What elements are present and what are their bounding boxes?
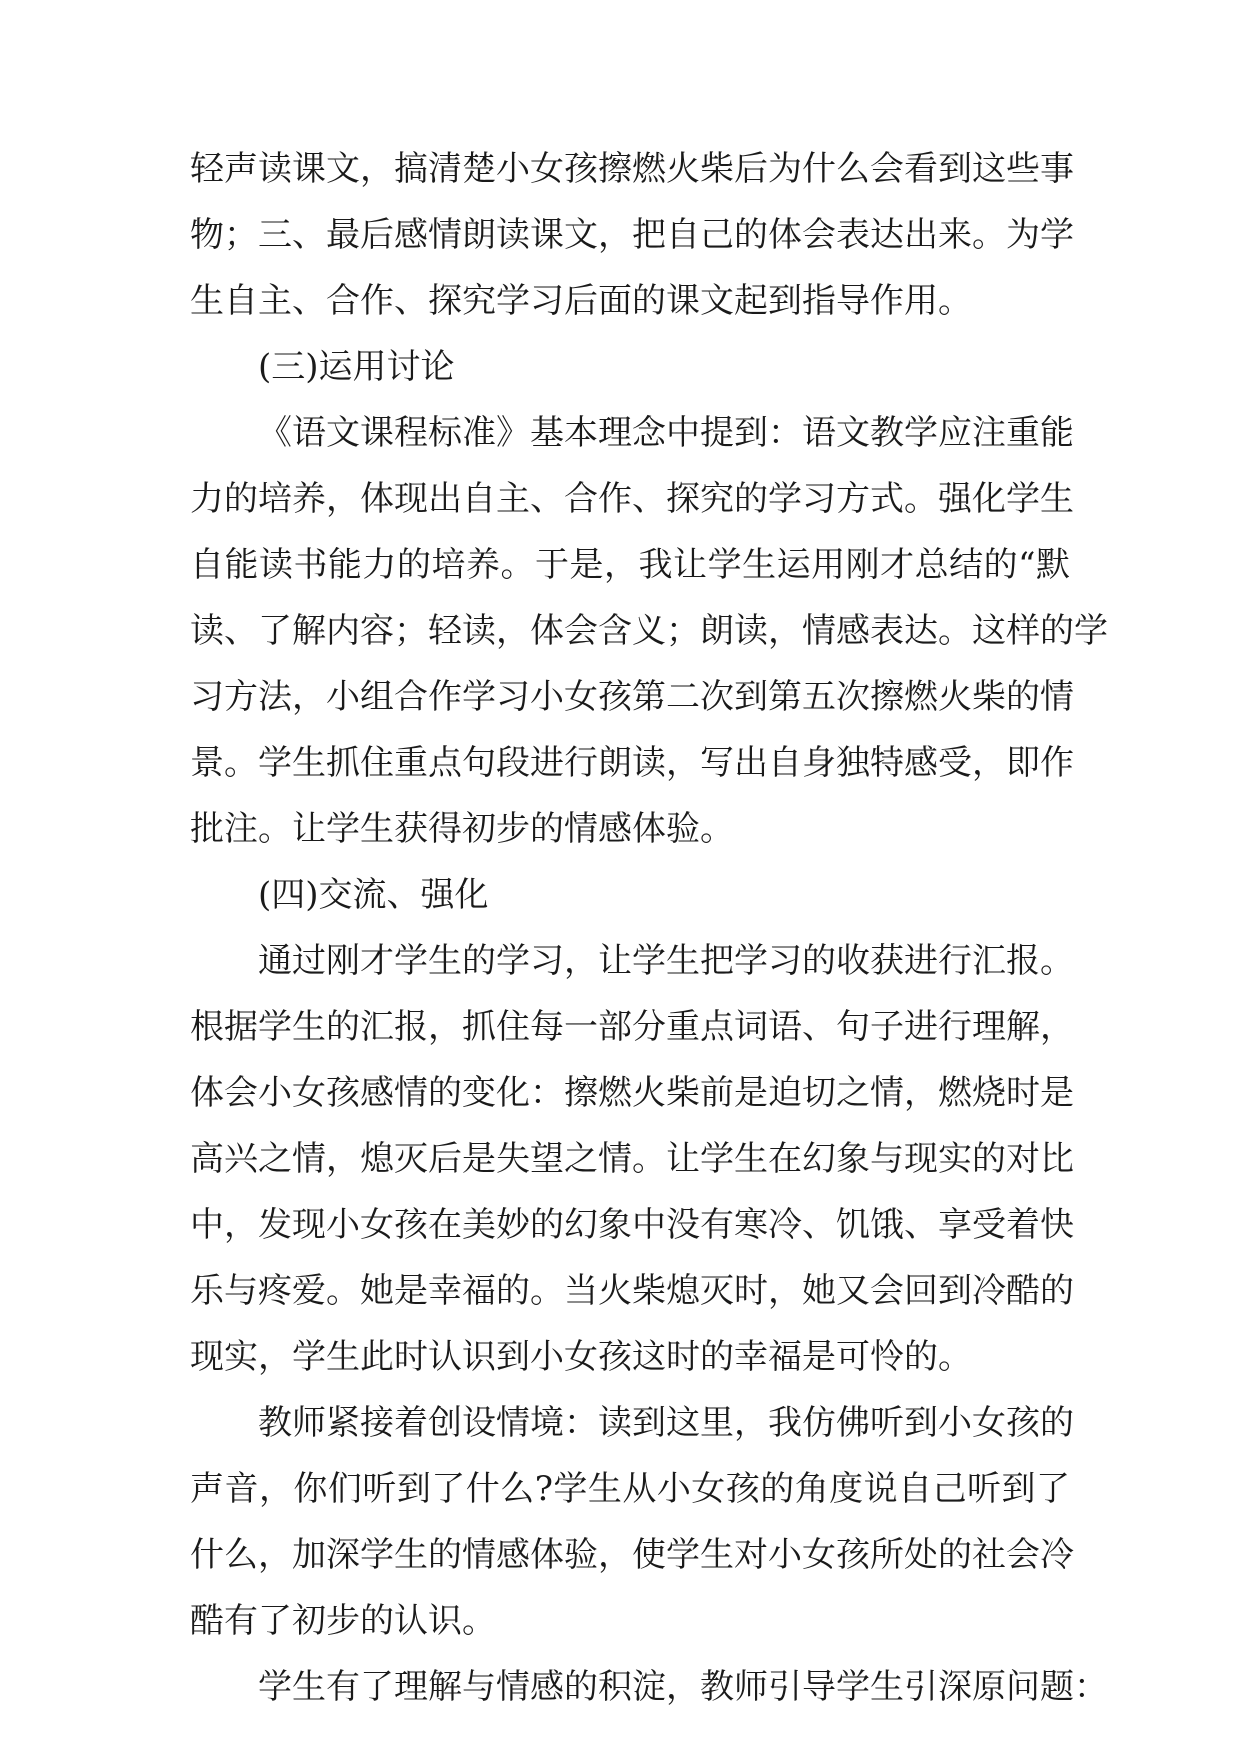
text-line: 中，发现小女孩在美妙的幻象中没有寒冷、饥饿、享受着快 — [190, 1205, 1074, 1245]
text-line: 习方法，小组合作学习小女孩第二次到第五次擦燃火柴的情 — [190, 677, 1074, 717]
text-line: 自能读书能力的培养。于是，我让学生运用刚才总结的“默 — [190, 545, 1070, 585]
text-line: 酷有了初步的认识。 — [190, 1601, 496, 1641]
section-heading: (四)交流、强化 — [258, 875, 489, 915]
text-line: 体会小女孩感情的变化：擦燃火柴前是迫切之情，燃烧时是 — [190, 1073, 1074, 1113]
text-line: 高兴之情，熄灭后是失望之情。让学生在幻象与现实的对比 — [190, 1139, 1074, 1179]
text-line: 批注。让学生获得初步的情感体验。 — [190, 809, 734, 849]
text-line: 学生有了理解与情感的积淀，教师引导学生引深原问题： — [258, 1667, 1108, 1707]
text-line: 力的培养，体现出自主、合作、探究的学习方式。强化学生 — [190, 479, 1074, 519]
text-line: 通过刚才学生的学习，让学生把学习的收获进行汇报。 — [258, 941, 1074, 981]
text-line: 读、了解内容；轻读，体会含义；朗读，情感表达。这样的学 — [190, 611, 1108, 651]
text-line: 根据学生的汇报，抓住每一部分重点词语、句子进行理解， — [190, 1007, 1074, 1047]
text-line: 《语文课程标准》基本理念中提到：语文教学应注重能 — [258, 413, 1074, 453]
text-line: 声音，你们听到了什么?学生从小女孩的角度说自己听到了 — [190, 1469, 1070, 1509]
text-line: 乐与疼爱。她是幸福的。当火柴熄灭时，她又会回到冷酷的 — [190, 1271, 1074, 1311]
text-line: 教师紧接着创设情境：读到这里，我仿佛听到小女孩的 — [258, 1403, 1074, 1443]
text-line: 景。学生抓住重点句段进行朗读，写出自身独特感受，即作 — [190, 743, 1074, 783]
text-line: 轻声读课文，搞清楚小女孩擦燃火柴后为什么会看到这些事 — [190, 149, 1074, 189]
text-line: 物；三、最后感情朗读课文，把自己的体会表达出来。为学 — [190, 215, 1074, 255]
text-line: 现实，学生此时认识到小女孩这时的幸福是可怜的。 — [190, 1337, 972, 1377]
section-heading: (三)运用讨论 — [258, 347, 455, 387]
text-line: 生自主、合作、探究学习后面的课文起到指导作用。 — [190, 281, 972, 321]
text-line: 什么，加深学生的情感体验，使学生对小女孩所处的社会冷 — [190, 1535, 1074, 1575]
